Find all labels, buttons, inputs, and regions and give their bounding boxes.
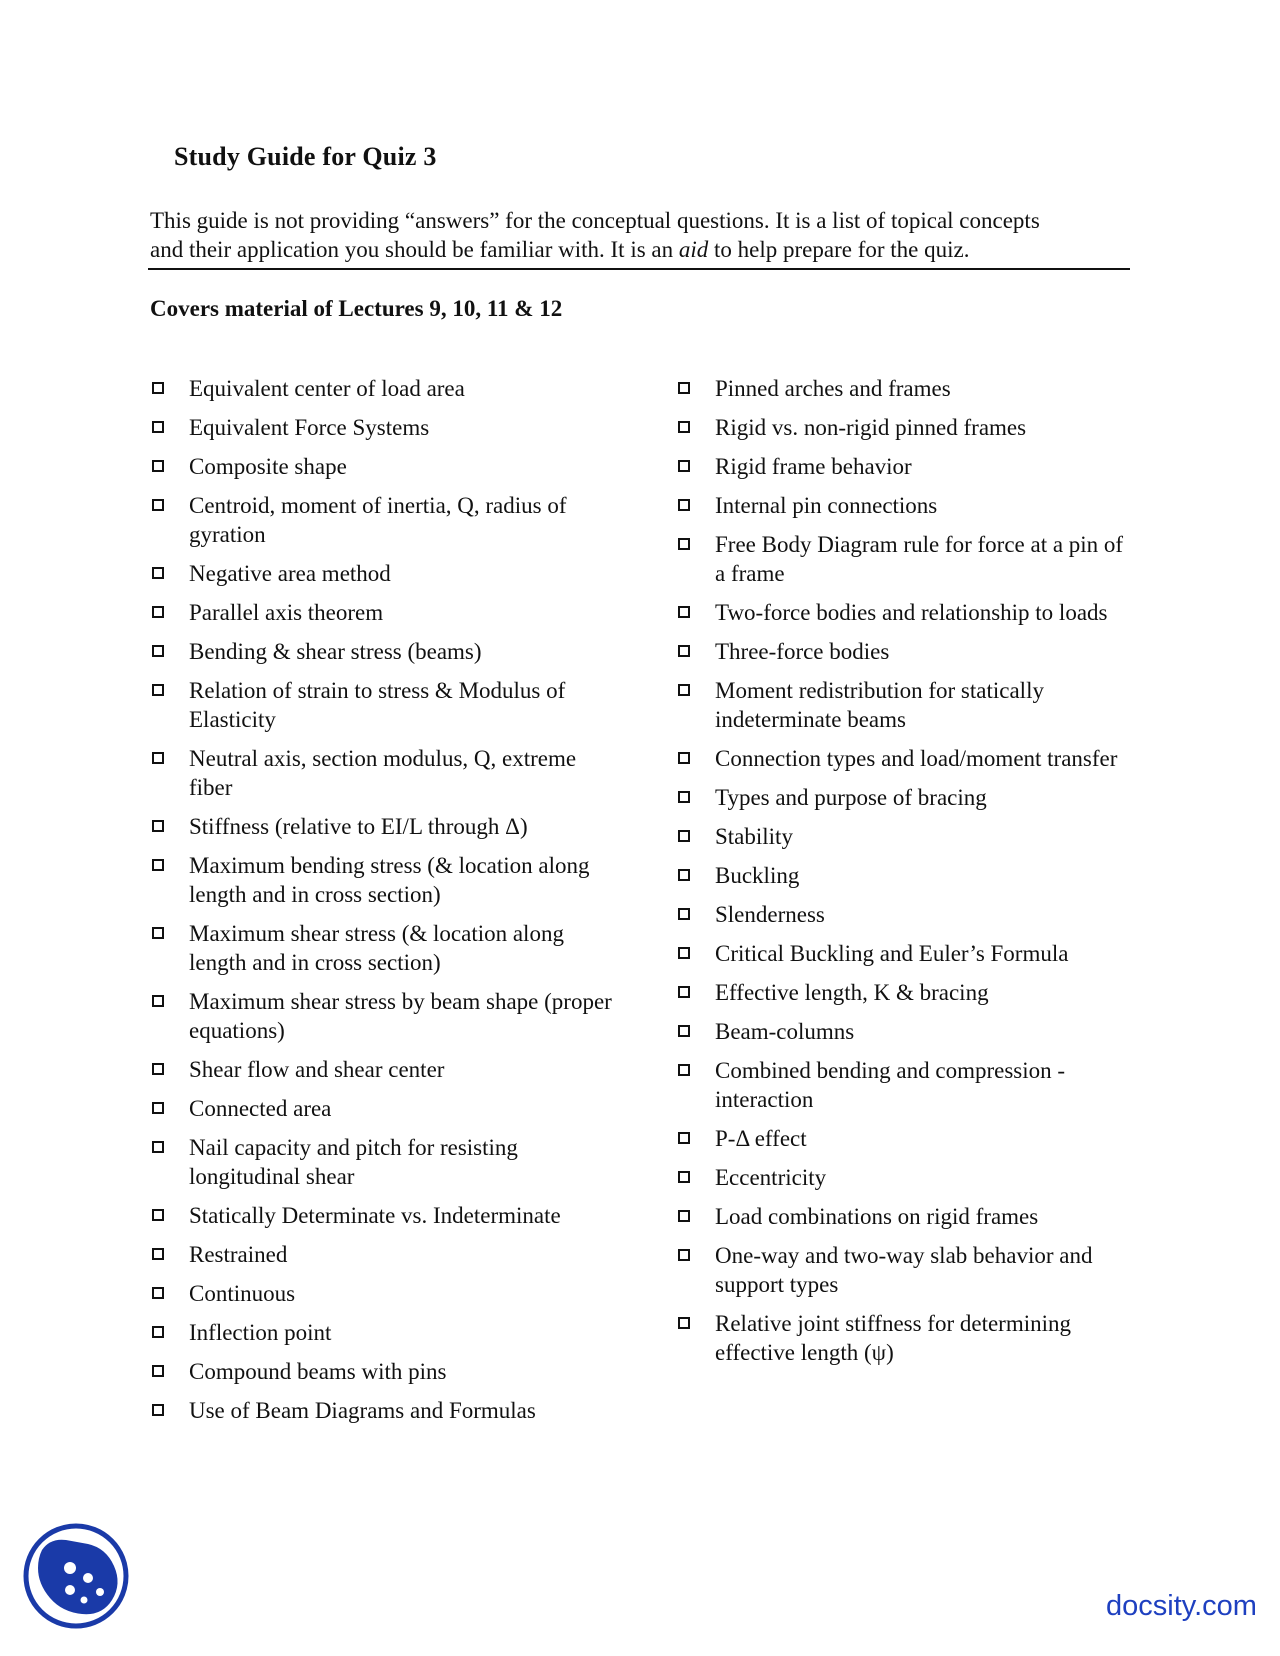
checkbox-icon[interactable] <box>678 869 690 881</box>
checkbox-icon[interactable] <box>678 460 690 472</box>
checklist-item-text: Relation of strain to stress & Modulus of Elasticity <box>189 678 566 732</box>
checklist-item <box>678 861 1138 890</box>
checklist-item-text: Internal pin connections <box>715 493 938 518</box>
checklist-item <box>678 900 1138 929</box>
checklist-item-text: Load combinations on rigid frames <box>715 1204 1039 1229</box>
checklist-item-text: Rigid vs. non-rigid pinned frames <box>715 415 1027 440</box>
intro-emphasis: aid <box>678 237 709 262</box>
checkbox-icon[interactable] <box>678 645 690 657</box>
checkbox-icon[interactable] <box>678 499 690 511</box>
checklist-item <box>678 1202 1138 1231</box>
intro-paragraph <box>150 206 1130 264</box>
checkbox-icon[interactable] <box>152 1063 164 1075</box>
checklist-item <box>152 1201 622 1230</box>
checklist-item <box>152 374 622 403</box>
checklist-item <box>152 1318 622 1347</box>
checkbox-icon[interactable] <box>678 791 690 803</box>
checkbox-icon[interactable] <box>152 859 164 871</box>
checklist-item-text: Stability <box>715 824 793 849</box>
checklist-item-text: Pinned arches and frames <box>715 376 951 401</box>
checklist-item <box>678 783 1138 812</box>
checklist-item-text: One-way and two-way slab behavior and support types <box>715 1243 1093 1297</box>
checklist-item <box>152 676 622 734</box>
checkbox-icon[interactable] <box>152 927 164 939</box>
checklist-item-text: Connection types and load/moment transfer <box>715 746 1118 771</box>
checklist-item-text: Effective length, K & bracing <box>715 980 989 1005</box>
checklist-item <box>152 744 622 802</box>
checkbox-icon[interactable] <box>678 538 690 550</box>
checklist-item-text: Slenderness <box>715 902 825 927</box>
checklist-item-text: Maximum shear stress by beam shape (proper equations) <box>189 989 612 1043</box>
checkbox-icon[interactable] <box>678 1249 690 1261</box>
checklist-item-text: Use of Beam Diagrams and Formulas <box>189 1398 536 1423</box>
checkbox-icon[interactable] <box>152 645 164 657</box>
checklist-item-text: Three-force bodies <box>715 639 890 664</box>
checklist-item <box>678 1309 1138 1367</box>
checklist-item <box>678 1163 1138 1192</box>
checkbox-icon[interactable] <box>152 421 164 433</box>
checklist-item <box>678 637 1138 666</box>
checkbox-icon[interactable] <box>678 606 690 618</box>
checklist-item-text: P-Δ effect <box>715 1126 807 1151</box>
checklist-item-text: Stiffness (relative to EI/L through Δ) <box>189 814 528 839</box>
checklist-item <box>152 637 622 666</box>
checkbox-icon[interactable] <box>152 1141 164 1153</box>
checklist-item <box>152 851 622 909</box>
checklist-item-text: Inflection point <box>189 1320 332 1345</box>
checkbox-icon[interactable] <box>678 947 690 959</box>
checklist-item-text: Composite shape <box>189 454 347 479</box>
divider-line <box>148 268 1130 270</box>
checklist-item-text: Beam-columns <box>715 1019 855 1044</box>
docsity-brand-link[interactable]: docsity.com <box>1106 1590 1257 1622</box>
checklist-item-text: Connected area <box>189 1096 332 1121</box>
topic-list-left <box>152 374 622 1435</box>
checklist-item <box>678 491 1138 520</box>
checklist-item-text: Eccentricity <box>715 1165 827 1190</box>
checklist-item <box>152 491 622 549</box>
intro-line-1: This guide is not providing “answers” for the conceptual questions. It is a list of topical concepts <box>150 208 1040 233</box>
checklist-item-text: Continuous <box>189 1281 296 1306</box>
checkbox-icon[interactable] <box>152 382 164 394</box>
checklist-item-text: Free Body Diagram rule for force at a pin of a frame <box>715 532 1124 586</box>
checklist-item <box>152 1396 622 1425</box>
checklist-item-text: Buckling <box>715 863 800 888</box>
checkbox-icon[interactable] <box>678 752 690 764</box>
checklist-item <box>678 744 1138 773</box>
checkbox-icon[interactable] <box>678 1171 690 1183</box>
topic-list-right <box>678 374 1138 1377</box>
checklist-item <box>152 598 622 627</box>
checklist-item <box>152 452 622 481</box>
checklist-item-text: Two-force bodies and relationship to loads <box>715 600 1108 625</box>
checklist-item-text: Centroid, moment of inertia, Q, radius of gyration <box>189 493 567 547</box>
checklist-item-text: Maximum bending stress (& location along length and in cross section) <box>189 853 590 907</box>
checkbox-icon[interactable] <box>152 1102 164 1114</box>
checkbox-icon[interactable] <box>678 830 690 842</box>
checklist-item <box>678 598 1138 627</box>
checkbox-icon[interactable] <box>152 1326 164 1338</box>
checkbox-icon[interactable] <box>678 1132 690 1144</box>
checklist-item-text: Relative joint stiffness for determining effective length (ψ) <box>715 1311 1072 1365</box>
checklist-item-text: Rigid frame behavior <box>715 454 912 479</box>
checklist-item <box>678 1241 1138 1299</box>
checkbox-icon[interactable] <box>678 684 690 696</box>
checkbox-icon[interactable] <box>152 995 164 1007</box>
checklist-item <box>152 1240 622 1269</box>
checklist-item <box>678 1056 1138 1114</box>
checkbox-icon[interactable] <box>678 1025 690 1037</box>
checklist-item-text: Shear flow and shear center <box>189 1057 445 1082</box>
checkbox-icon[interactable] <box>152 820 164 832</box>
checkbox-icon[interactable] <box>678 908 690 920</box>
checklist-item-text: Nail capacity and pitch for resisting longitudinal shear <box>189 1135 518 1189</box>
checklist-item-text: Bending & shear stress (beams) <box>189 639 482 664</box>
checklist-item-text: Moment redistribution for statically indeterminate beams <box>715 678 1044 732</box>
checkbox-icon[interactable] <box>152 752 164 764</box>
checkbox-icon[interactable] <box>152 1248 164 1260</box>
checkbox-icon[interactable] <box>152 606 164 618</box>
checkbox-icon[interactable] <box>678 986 690 998</box>
checklist-item <box>678 452 1138 481</box>
checkbox-icon[interactable] <box>152 1365 164 1377</box>
checklist-item <box>152 559 622 588</box>
checklist-item-text: Maximum shear stress (& location along length and in cross section) <box>189 921 564 975</box>
checkbox-icon[interactable] <box>152 1209 164 1221</box>
checklist-item <box>678 1124 1138 1153</box>
docsity-logo-icon[interactable] <box>20 1520 132 1632</box>
checklist-item-text: Parallel axis theorem <box>189 600 384 625</box>
checklist-item-text: Neutral axis, section modulus, Q, extreme fiber <box>189 746 577 800</box>
checklist-item-text: Combined bending and compression - interaction <box>715 1058 1066 1112</box>
checklist-item <box>152 919 622 977</box>
checkbox-icon[interactable] <box>152 1404 164 1416</box>
checklist-item <box>152 413 622 442</box>
checklist-item <box>152 1055 622 1084</box>
intro-line-2-end: to help prepare for the quiz. <box>708 237 970 262</box>
checkbox-icon[interactable] <box>152 1287 164 1299</box>
checkbox-icon[interactable] <box>678 421 690 433</box>
checklist-item <box>152 1133 622 1191</box>
checklist-item <box>678 939 1138 968</box>
checklist-item-text: Compound beams with pins <box>189 1359 447 1384</box>
checklist-item-text: Negative area method <box>189 561 391 586</box>
checklist-item-text: Statically Determinate vs. Indeterminate <box>189 1203 561 1228</box>
checklist-item <box>152 1094 622 1123</box>
checklist-item <box>678 1017 1138 1046</box>
page-title: Study Guide for Quiz 3 <box>174 142 437 171</box>
checklist-item-text: Types and purpose of bracing <box>715 785 987 810</box>
checklist-item <box>152 1279 622 1308</box>
checkbox-icon[interactable] <box>678 382 690 394</box>
checklist-item <box>678 374 1138 403</box>
covers-heading: Covers material of Lectures 9, 10, 11 & 12 <box>150 296 563 321</box>
checklist-item-text: Critical Buckling and Euler’s Formula <box>715 941 1069 966</box>
checklist-item-text: Restrained <box>189 1242 288 1267</box>
checklist-item <box>152 812 622 841</box>
checkbox-icon[interactable] <box>678 1210 690 1222</box>
checkbox-icon[interactable] <box>678 1317 690 1329</box>
checklist-item-text: Equivalent Force Systems <box>189 415 430 440</box>
checklist-item <box>678 822 1138 851</box>
intro-line-2-start: and their application you should be familiar with. It is an <box>150 237 679 262</box>
checkbox-icon[interactable] <box>152 567 164 579</box>
checklist-item <box>678 530 1138 588</box>
checkbox-icon[interactable] <box>152 684 164 696</box>
checklist-item <box>678 978 1138 1007</box>
checklist-item-text: Equivalent center of load area <box>189 376 465 401</box>
checklist-item <box>678 676 1138 734</box>
checkbox-icon[interactable] <box>152 460 164 472</box>
checkbox-icon[interactable] <box>678 1064 690 1076</box>
intro-line-2 <box>150 235 1130 264</box>
checklist-item <box>152 1357 622 1386</box>
checklist-item <box>152 987 622 1045</box>
checklist-item <box>678 413 1138 442</box>
checkbox-icon[interactable] <box>152 499 164 511</box>
